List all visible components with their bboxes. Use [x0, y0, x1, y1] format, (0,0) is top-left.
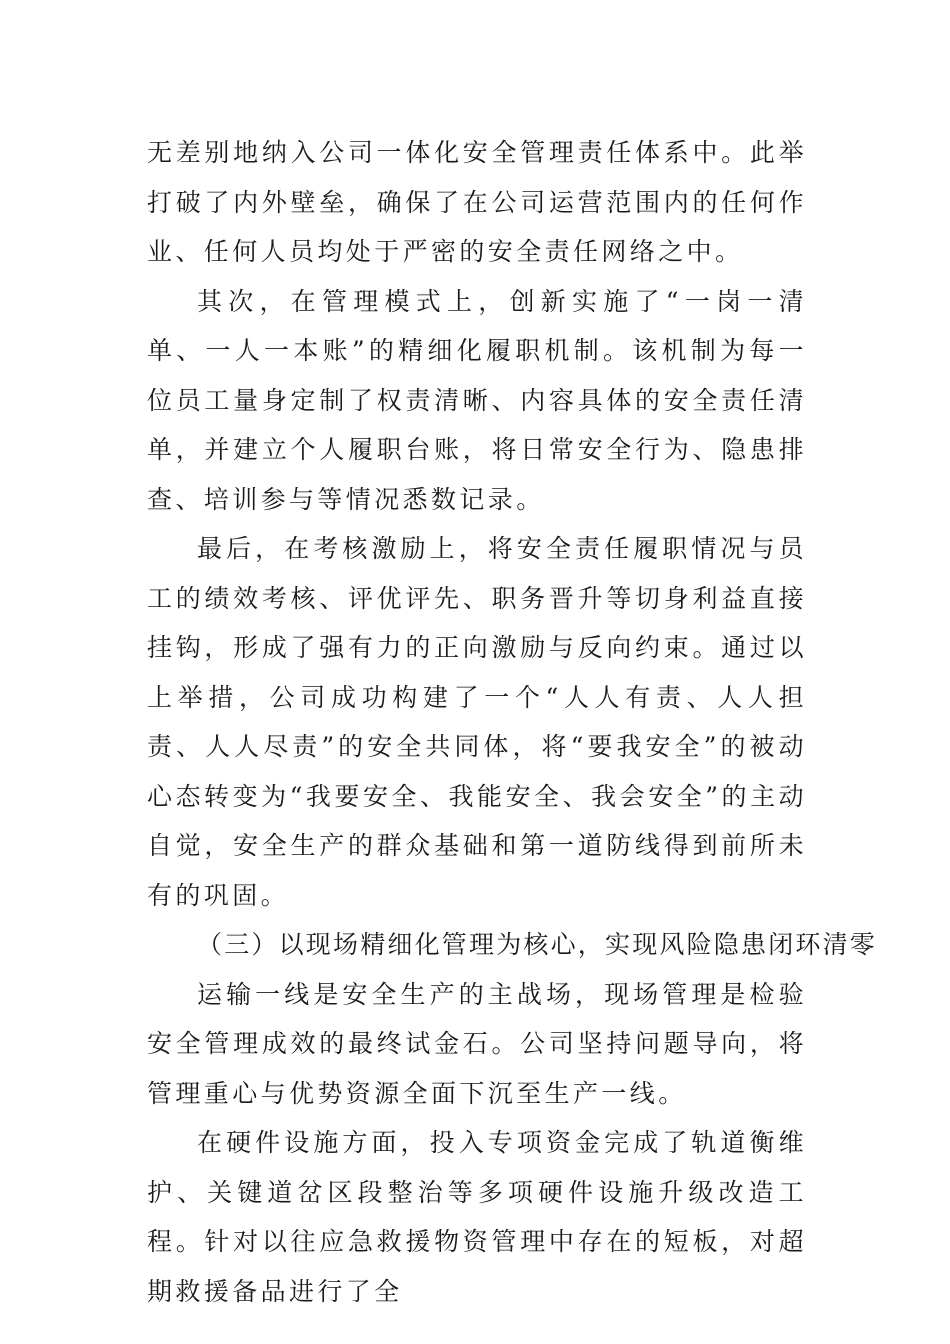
paragraph-assessment-incentive: 最后，在考核激励上，将安全责任履职情况与员工的绩效考核、评优评先、职务晋升等切身利益直接挂钩，形成了强有力的正向激励与反向约束。通过以上举措，公司成功构建了一个“人人有责、人人担责、人人尽责”的安全共同体，将“要我安全”的被动心态转变为“我要安全、我能安全、我会安全”的主动自觉，安全生产的群众基础和第一道防线得到前所未有的巩固。: [147, 534, 807, 910]
paragraph-management-mode: 其次，在管理模式上，创新实施了“一岗一清单、一人一本账”的精细化履职机制。该机制为每一位员工量身定制了权责清晰、内容具体的安全责任清单，并建立个人履职台账，将日常安全行为、隐患排查、培训参与等情况悉数记录。: [147, 286, 807, 514]
paragraph-hardware: 在硬件设施方面，投入专项资金完成了轨道衡维护、关键道岔区段整治等多项硬件设施升级改造工程。针对以往应急救援物资管理中存在的短板，对超期救援备品进行了全: [147, 1128, 807, 1306]
paragraph-frontline: 运输一线是安全生产的主战场，现场管理是检验安全管理成效的最终试金石。公司坚持问题导向，将管理重心与优势资源全面下沉至生产一线。: [147, 979, 807, 1108]
document-body: [147, 128, 878, 1316]
paragraph-continuation: 无差别地纳入公司一体化安全管理责任体系中。此举打破了内外壁垒，确保了在公司运营范围内的任何作业、任何人员均处于严密的安全责任网络之中。: [147, 138, 807, 266]
section-heading: （三）以现场精细化管理为核心，实现风险隐患闭环清零: [197, 930, 878, 959]
